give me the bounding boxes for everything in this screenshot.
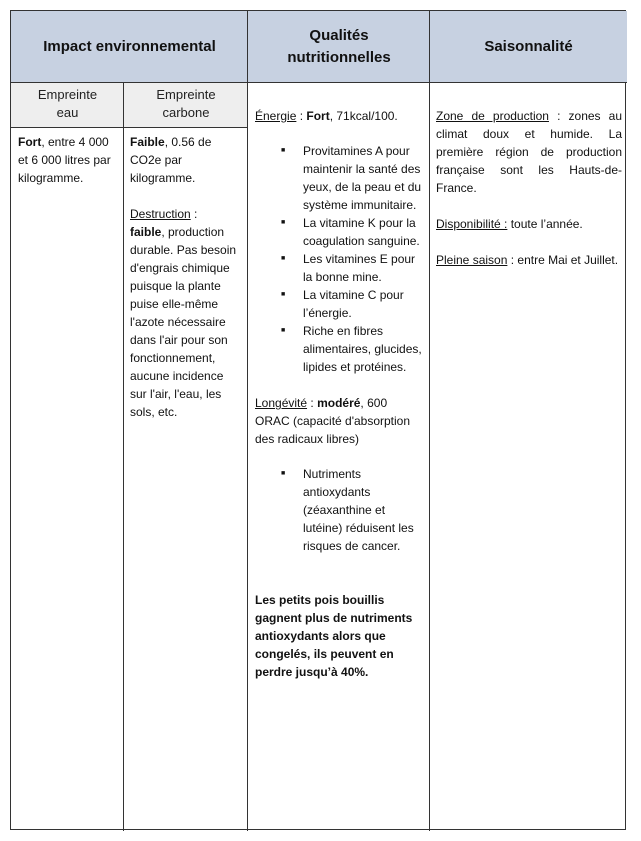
cell-empreinte-carbone: Faible, 0.56 de CO2e par kilogramme. Destruction : faible, production durable. Pas besoin d'engrais chimique puisque la plante puise elle-même l'azote nécessaire dans l'air pour son fonctionnement, aucune incidence sur l'air, l'eau, les sols, etc.: [130, 135, 237, 419]
col-divider: [123, 83, 124, 831]
energie-list: [255, 142, 425, 376]
cell-qualites: [255, 107, 425, 681]
header-qualites: Qualités nutritionnelles: [287, 27, 391, 66]
longevite-list: [255, 465, 425, 555]
list-item: ■ La vitamine C pour l’énergie.: [303, 286, 425, 322]
list-item: ■ Provitamines A pour maintenir la santé des yeux, de la peau et du système immunitaire.: [303, 142, 425, 214]
header-saisonnalite: Saisonnalité: [484, 38, 573, 56]
subheader-carbone: Empreinte carbone: [124, 83, 248, 128]
col-divider: [429, 11, 430, 831]
longevite-line: Longévité : modéré, 600 ORAC (capacité d'absorption des radicaux libres): [255, 396, 411, 446]
zone-production: Zone de production : zones au climat doux et humide. La première région de production française sont les Hauts-de-France.: [436, 109, 622, 195]
cell-saisonnalite: [436, 107, 622, 269]
header-row: [11, 11, 627, 83]
list-item: ■ Nutriments antioxydants (zéaxanthine et lutéine) réduisent les risques de cancer.: [303, 465, 425, 555]
col-divider: [247, 11, 248, 831]
header-impact: Impact environnemental: [43, 38, 216, 56]
list-item: ■ La vitamine K pour la coagulation sanguine.: [303, 214, 425, 250]
cell-empreinte-eau: Fort, entre 4 000 et 6 000 litres par kilogramme.: [18, 135, 111, 185]
subheader-eau: Empreinte eau: [11, 83, 124, 128]
pleine-saison: Pleine saison : entre Mai et Juillet.: [436, 253, 619, 267]
list-item: ■ Les vitamines E pour la bonne mine.: [303, 250, 425, 286]
note: Les petits pois bouillis gagnent plus de nutriments antioxydants alors que congelés, ils peuvent en perdre jusqu’à 40%.: [255, 593, 413, 679]
row-divider: [11, 127, 248, 128]
energie-line: Énergie : Fort, 71kcal/100.: [255, 109, 398, 123]
list-item: ■ Riche en fibres alimentaires, glucides, lipides et protéines.: [303, 322, 425, 376]
disponibilite: Disponibilité : toute l’année.: [436, 217, 583, 231]
info-table: [10, 10, 626, 830]
